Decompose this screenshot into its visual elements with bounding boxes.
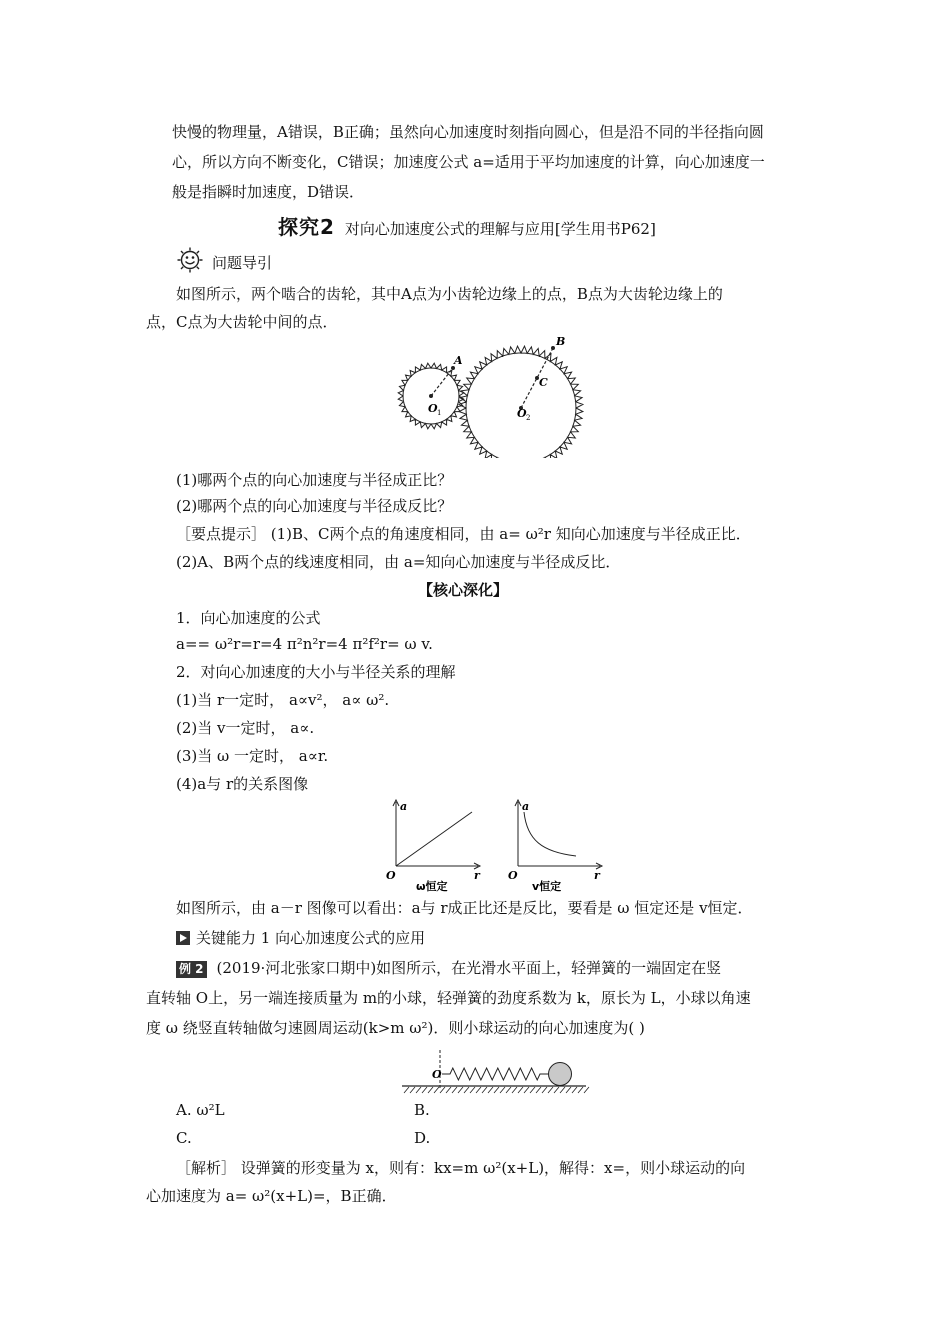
- graph-omega-constant: [378, 796, 488, 900]
- smiley-icon: [176, 246, 204, 278]
- graph2-origin: O: [508, 869, 518, 882]
- intro-line-1: 快慢的物理量，A错误，B正确；虽然向心加速度时刻指向圆心，但是沿不同的半径指向圆: [172, 123, 764, 141]
- hint-2: (2)A、B两个点的线速度相同，由 a=知向心加速度与半径成反比．: [176, 553, 621, 571]
- key-ability-heading: [176, 928, 425, 948]
- label-o1-sub: 1: [437, 409, 442, 417]
- intro-line-3: 般是指瞬时加速度，D错误．: [172, 183, 365, 201]
- analysis-line-2: 心加速度为 a= ω²(x+L)=，B正确．: [146, 1187, 397, 1205]
- graph1-origin: O: [386, 869, 396, 882]
- case-3: (3)当 ω 一定时， a∝r.: [176, 747, 329, 765]
- analysis-line-1: ［解析］ 设弹簧的形变量为 x，则有：kx=m ω²(x+L)，解得：x=，则小球运动的向: [176, 1159, 746, 1177]
- question-2: (2)哪两个点的向心加速度与半径成反比？: [176, 497, 453, 515]
- point-b: [551, 346, 555, 350]
- example-line-3: 度 ω 绕竖直转轴做匀速圆周运动(k>m ω²)．则小球运动的向心加速度为( ): [146, 1019, 645, 1037]
- graph1-x-label: r: [474, 869, 480, 882]
- graph2-y-label: a: [522, 800, 530, 813]
- example-line-2: 直转轴 O上，另一端连接质量为 m的小球，轻弹簧的劲度系数为 k，原长为 L，小球以角速: [146, 989, 751, 1007]
- option-d: D.: [414, 1129, 431, 1147]
- key-ability-label: 关键能力 1 向心加速度公式的应用: [196, 929, 426, 947]
- graph-note: 如图所示，由 a－r 图像可以看出：a与 r成正比还是反比，要看是 ω 恒定还是 v恒定．: [176, 899, 753, 917]
- spring: [442, 1068, 548, 1080]
- case-1: (1)当 r一定时， a∝v²， a∝ ω².: [176, 691, 390, 709]
- option-a: A. ω²L: [176, 1101, 225, 1119]
- spring-figure: [400, 1044, 590, 1100]
- graph1-caption: ω恒定: [416, 880, 448, 893]
- core-item-1-title: 1．向心加速度的公式: [176, 609, 321, 627]
- label-o1: O: [428, 402, 438, 415]
- core-item-2-title: 2．对向心加速度的大小与半径关系的理解: [176, 663, 456, 681]
- ball: [549, 1063, 572, 1086]
- label-c: C: [539, 376, 548, 389]
- large-gear: [459, 346, 583, 458]
- graph2-curve: [524, 812, 576, 856]
- option-b: B.: [414, 1101, 430, 1119]
- graph-v-constant: [500, 796, 610, 900]
- play-triangle-icon: [176, 931, 190, 945]
- intro-line-2: 心，所以方向不断变化，C错误；加速度公式 a=适用于平均加速度的计算，向心加速度一: [172, 153, 765, 171]
- question-1: (1)哪两个点的向心加速度与半径成正比？: [176, 471, 453, 489]
- example-text-1: (2019·河北张家口期中)如图所示，在光滑水平面上，轻弹簧的一端固定在竖: [216, 959, 722, 977]
- section-title-sub: 对向心加速度公式的理解与应用[学生用书P62]: [344, 220, 656, 238]
- example-line-1: [176, 958, 721, 978]
- case-2: (2)当 v一定时， a∝.: [176, 719, 315, 737]
- guide-text-1: 如图所示，两个啮合的齿轮，其中A点为小齿轮边缘上的点，B点为大齿轮边缘上的: [176, 285, 723, 303]
- section-title: [278, 211, 656, 237]
- gears-figure: [396, 334, 596, 462]
- graph2-caption: v恒定: [532, 880, 562, 893]
- guide-label: 问题导引: [212, 254, 273, 272]
- hint-1: ［要点提示］ (1)B、C两个点的角速度相同，由 a= ω²r 知向心加速度与半径成正比．: [176, 525, 751, 543]
- ground-hatch: [404, 1087, 589, 1093]
- radius-o1-a: [431, 368, 453, 396]
- label-a: A: [454, 354, 463, 367]
- graph2-x-label: r: [594, 869, 600, 882]
- label-o2: O: [517, 407, 527, 420]
- spring-axis-label: O: [432, 1068, 442, 1081]
- label-o2-sub: 2: [526, 414, 531, 422]
- label-b: B: [556, 335, 566, 348]
- guide-text-2: 点，C点为大齿轮中间的点．: [146, 313, 338, 331]
- graph1-y-label: a: [400, 800, 408, 813]
- section-title-main: 探究2: [278, 215, 335, 239]
- graph1-line: [396, 812, 472, 866]
- core-heading: 【核心深化】: [418, 581, 509, 599]
- option-c: C.: [176, 1129, 192, 1147]
- core-item-1-formula: a== ω²r=r=4 π²n²r=4 π²f²r= ω v.: [176, 635, 433, 653]
- point-o1: [429, 394, 433, 398]
- example-badge: 例 2: [176, 961, 207, 978]
- case-4: (4)a与 r的关系图像: [176, 775, 309, 793]
